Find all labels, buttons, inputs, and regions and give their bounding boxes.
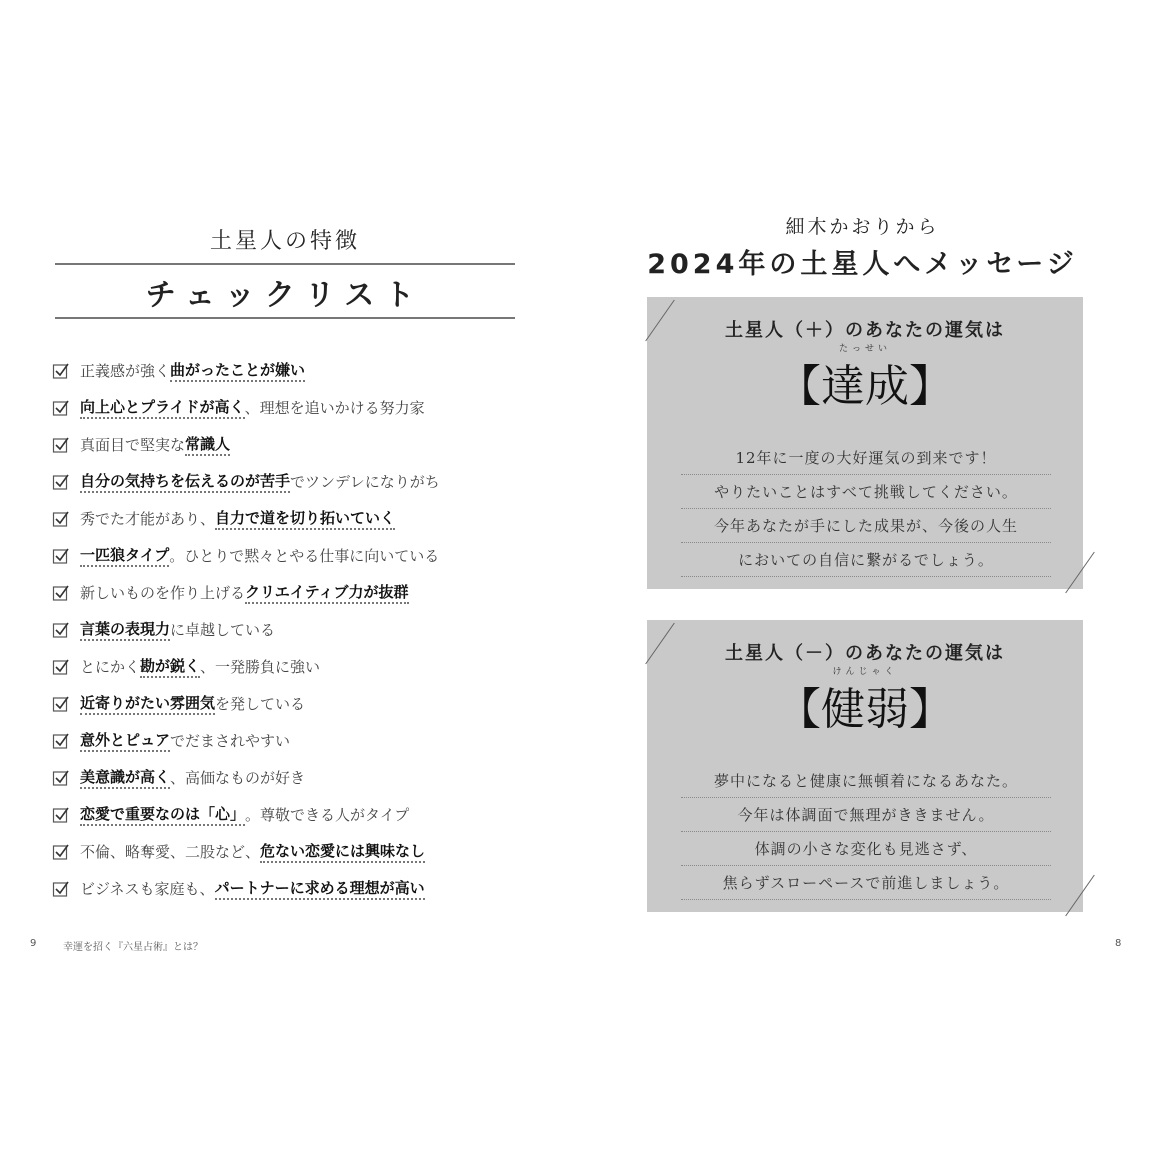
checkbox-checked-icon [52, 621, 70, 639]
checklist-item [52, 722, 522, 759]
checklist-item-text: 秀でた才能があり、 [80, 510, 216, 528]
checklist-item-text: でだまされやすい [170, 732, 291, 750]
checklist-item-emphasis: 意外とピュア [80, 729, 170, 752]
checkbox-checked-icon [52, 880, 70, 898]
checklist-item-text: とにかく [80, 658, 141, 676]
checkbox-checked-icon [52, 547, 70, 565]
checkbox-checked-icon [52, 732, 70, 750]
checklist-item [52, 833, 522, 870]
checklist-item-emphasis: 一匹狼タイプ [80, 544, 169, 567]
checklist-item-text: 真面目で堅実な [80, 436, 186, 454]
checklist-item-emphasis: パートナーに求める理想が高い [215, 877, 425, 900]
running-head: 幸運を招く『六星占術』とは？ [63, 942, 203, 953]
checkbox-checked-icon [52, 769, 70, 787]
checklist-item [52, 500, 522, 537]
checklist-item [52, 389, 522, 426]
checklist-item-emphasis: 美意識が高く [80, 766, 170, 789]
checkbox-checked-icon [52, 362, 70, 380]
plus-message-line: やりたいことはすべて挑戦してください。 [681, 475, 1051, 509]
plus-keyword: 【達成】 [777, 361, 953, 412]
checklist-item [52, 796, 522, 833]
minus-message-line: 夢中になると健康に無頓着になるあなた。 [681, 764, 1051, 798]
checklist-item-emphasis: 恋愛で重要なのは「心」 [80, 803, 245, 826]
plus-message-line: 12年に一度の大好運気の到来です！ [681, 441, 1051, 475]
plus-message-line: 今年あなたが手にした成果が、今後の人生 [681, 509, 1051, 543]
checklist-heading: チェックリスト [145, 278, 425, 313]
checklist-item [52, 463, 522, 500]
checklist-item [52, 352, 522, 389]
right-page [575, 0, 1150, 1150]
minus-message-line: 焦らずスローペースで前進しましょう。 [681, 866, 1051, 900]
plus-message-box [647, 297, 1083, 589]
checklist-item-emphasis: 近寄りがたい雰囲気 [80, 692, 215, 715]
minus-keyword-ruby: けんじゃく [832, 667, 898, 677]
checklist-item [52, 611, 522, 648]
minus-keyword: 【健弱】 [777, 684, 953, 735]
minus-message-box [647, 620, 1083, 912]
checkbox-checked-icon [52, 806, 70, 824]
page-number-right: 8 [1115, 938, 1122, 949]
checklist-item [52, 426, 522, 463]
checklist-item-text: でツンデレになりがち [290, 473, 440, 491]
plus-message-lines [681, 441, 1051, 577]
checklist-item-text: を発している [215, 695, 306, 713]
checklist-item-text: 、高価なものが好き [170, 769, 306, 787]
checklist-item-text: に卓越している [170, 621, 276, 639]
checkbox-checked-icon [52, 695, 70, 713]
checklist-item-text: 、一発勝負に強い [200, 658, 321, 676]
checklist-item-emphasis: 言葉の表現力 [80, 618, 170, 641]
minus-message-line: 今年は体調面で無理がききません。 [681, 798, 1051, 832]
checklist-item-emphasis: クリエイティブ力が抜群 [245, 581, 409, 604]
checklist-item-emphasis: 危ない恋愛には興味なし [260, 840, 425, 863]
checkbox-checked-icon [52, 399, 70, 417]
title-rule-bottom [55, 317, 515, 319]
checkbox-checked-icon [52, 473, 70, 491]
message-heading: 2024年の土星人へメッセージ [647, 249, 1078, 280]
checkbox-checked-icon [52, 843, 70, 861]
plus-message-line: においての自信に繋がるでしょう。 [681, 543, 1051, 577]
minus-box-title: 土星人（－）のあなたの運気は [725, 643, 1005, 664]
checkbox-checked-icon [52, 658, 70, 676]
title-rule-top [55, 263, 515, 265]
checkbox-checked-icon [52, 584, 70, 602]
checklist-item [52, 574, 522, 611]
checklist-item-emphasis: 向上心とプライドが高く [80, 396, 245, 419]
checklist-item-text: 。ひとりで黙々とやる仕事に向いている [169, 547, 440, 565]
checklist-item [52, 648, 522, 685]
message-subtitle: 細木かおりから [785, 216, 940, 238]
checklist-item-text: 正義感が強く [80, 362, 171, 380]
checklist-item-emphasis: 曲がったことが嫌い [170, 359, 305, 382]
checklist-item-text: 不倫、略奪愛、二股など、 [80, 843, 261, 861]
checklist-item [52, 685, 522, 722]
checkbox-checked-icon [52, 510, 70, 528]
checklist-title: 土星人の特徴 [209, 229, 360, 254]
checklist-item-text: 、理想を追いかける努力家 [244, 399, 425, 417]
checklist [52, 352, 522, 907]
checklist-item [52, 759, 522, 796]
checklist-item-emphasis: 勘が鋭く [140, 655, 200, 678]
minus-message-lines [681, 764, 1051, 900]
checklist-item-text: ビジネスも家庭も、 [80, 880, 215, 898]
plus-keyword-ruby: たっせい [838, 344, 891, 354]
checklist-item-text: 。尊敬できる人がタイプ [245, 806, 410, 824]
plus-box-title: 土星人（＋）のあなたの運気は [725, 320, 1005, 341]
checklist-item [52, 537, 522, 574]
checklist-item-emphasis: 自力で道を切り拓いていく [215, 507, 395, 530]
checklist-item-emphasis: 自分の気持ちを伝えるのが苦手 [80, 470, 290, 493]
checklist-item-text: 新しいものを作り上げる [80, 584, 246, 602]
minus-message-line: 体調の小さな変化も見逃さず、 [681, 832, 1051, 866]
checklist-item-emphasis: 常識人 [185, 433, 230, 456]
checklist-item [52, 870, 522, 907]
page-number-left: 9 [30, 938, 37, 949]
checkbox-checked-icon [52, 436, 70, 454]
